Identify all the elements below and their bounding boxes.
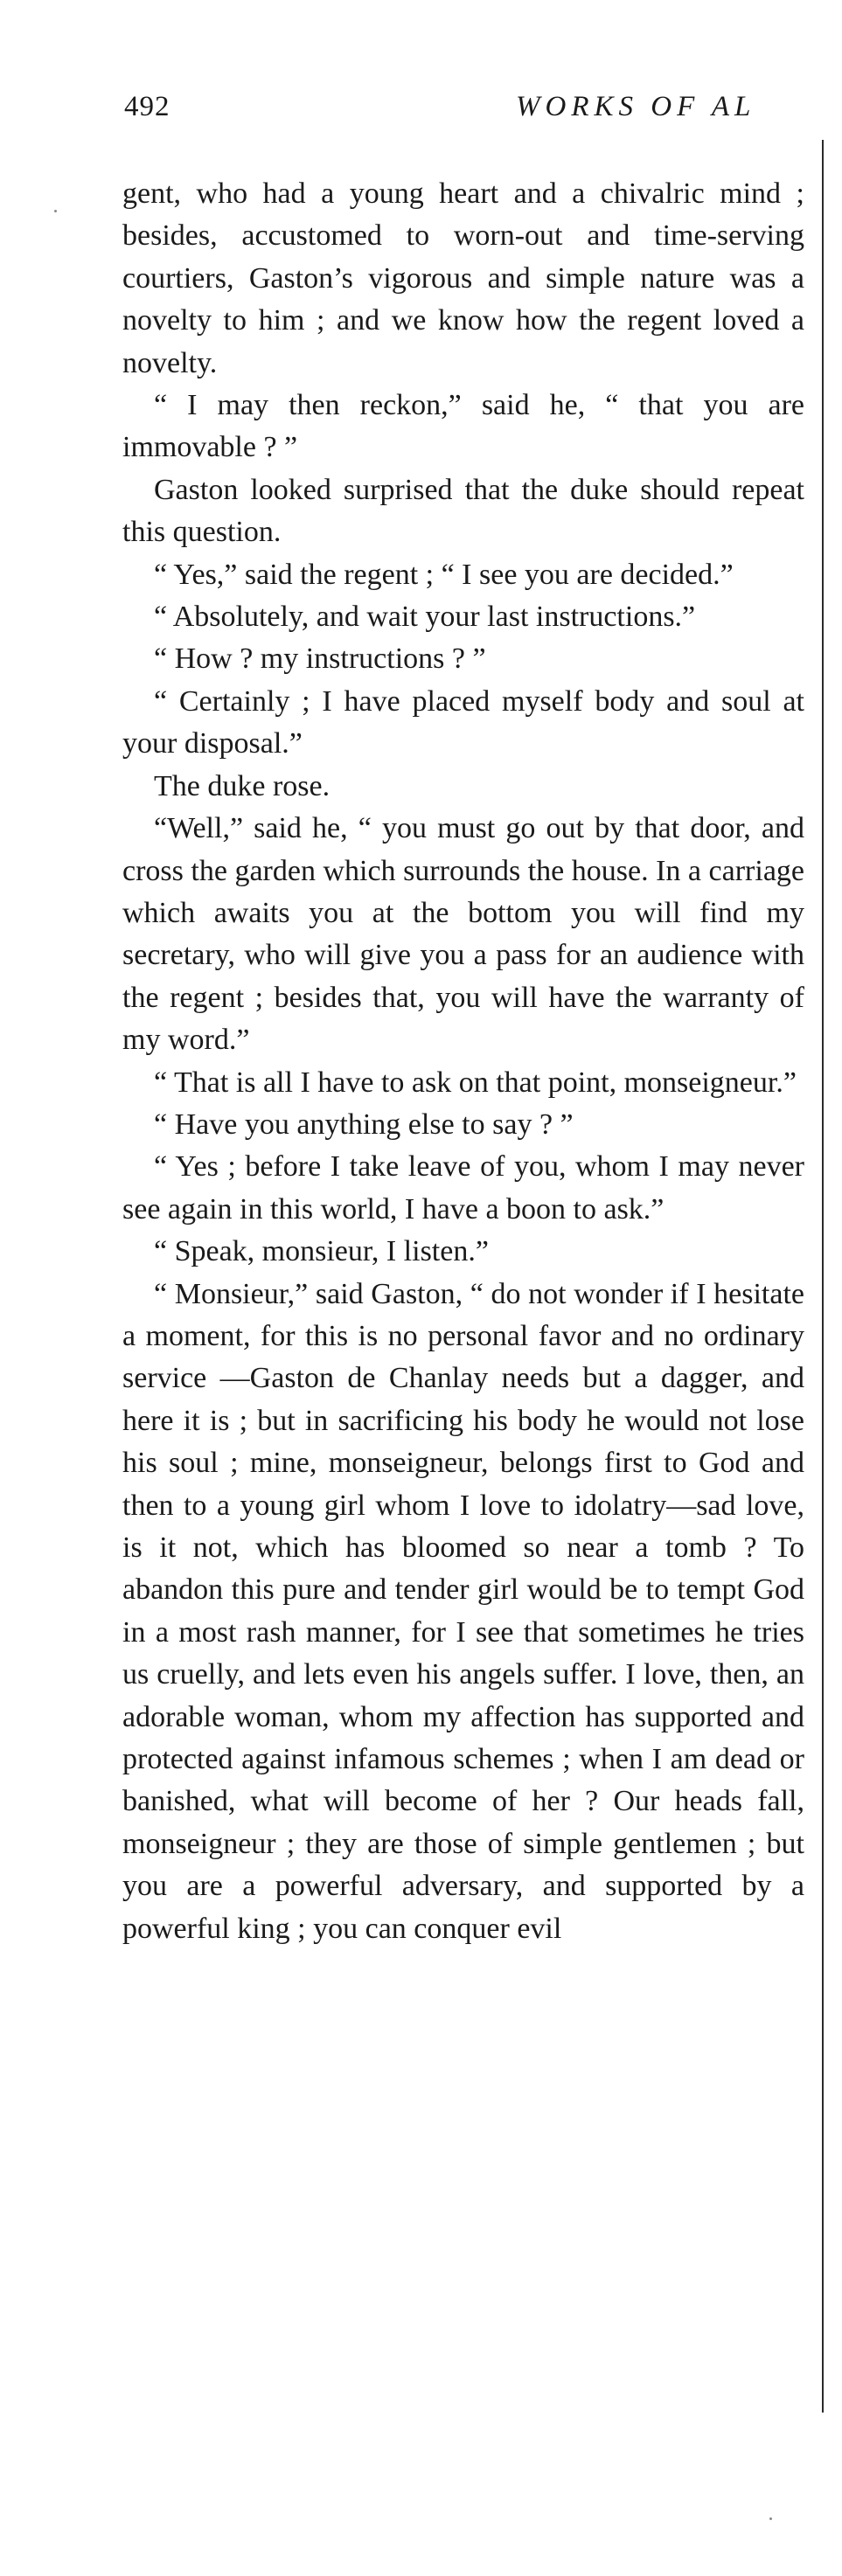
page-number: 492 — [124, 91, 170, 122]
paragraph: gent, who had a young heart and a chivalric mind ; besides, accustomed to worn-out and time-serving courtiers, Gaston’s vigorous and simple nature was a novelty to him ; and we know how the regent loved a novelty. — [122, 177, 804, 379]
margin-mark — [54, 210, 57, 212]
margin-mark — [769, 2517, 772, 2520]
paragraph: “ Have you anything else to say ? ” — [154, 1107, 574, 1141]
paragraph: “Well,” said he, “ you must go out by that door, and cross the garden which surrounds the house. In a carriage which awaits you at the bottom you will find my secretary, who will give you a pass for an audience with the regent ; besides that, you will have the warranty of my word.” — [122, 812, 804, 1057]
paragraph: “ I may then reckon,” said he, “ that you are immovable ? ” — [122, 389, 804, 464]
paragraph: Gaston looked surprised that the duke should repeat this question. — [122, 473, 804, 549]
paragraph: “ Yes,” said the regent ; “ I see you are decided.” — [154, 558, 734, 591]
column-rule — [822, 140, 824, 2413]
text-column — [122, 173, 804, 1950]
paragraph: “ Absolutely, and wait your last instructions.” — [154, 601, 696, 634]
paragraph: “ Speak, monsieur, I listen.” — [154, 1235, 489, 1268]
paragraph: The duke rose. — [154, 769, 331, 802]
running-head: WORKS OF AL — [516, 91, 756, 122]
paragraph: “ Monsieur,” said Gaston, “ do not wonder if I hesitate a moment, for this is no personal favor and no ordinary service —Gaston de Chanlay needs but a dagger, and here it is ; but in sacrificing his body he would not lose his soul ; mine, monseigneur, belongs first to God and then to a young girl whom I love to idolatry—sad love, is it not, which has bloomed so near a tomb ? To abandon this pure and tender girl would be to tempt God in a most rash manner, for I see that sometimes he tries us cruelly, and lets even his angels suffer. I love, then, an adorable woman, whom my affection has supported and protected against infamous schemes ; when I am dead or banished, what will become of her ? Our heads fall, monseigneur ; they are those of simple gentlemen ; but you are a powerful adversary, and supported by a powerful king ; you can conquer evil — [122, 1277, 804, 1945]
paragraph: “ That is all I have to ask on that point, monseigneur.” — [154, 1066, 797, 1099]
paragraph: “ Certainly ; I have placed myself body and soul at your disposal.” — [122, 684, 804, 760]
paragraph: “ Yes ; before I take leave of you, whom I may never see again in this world, I have a boon to ask.” — [122, 1150, 804, 1226]
paragraph: “ How ? my instructions ? ” — [154, 642, 486, 676]
